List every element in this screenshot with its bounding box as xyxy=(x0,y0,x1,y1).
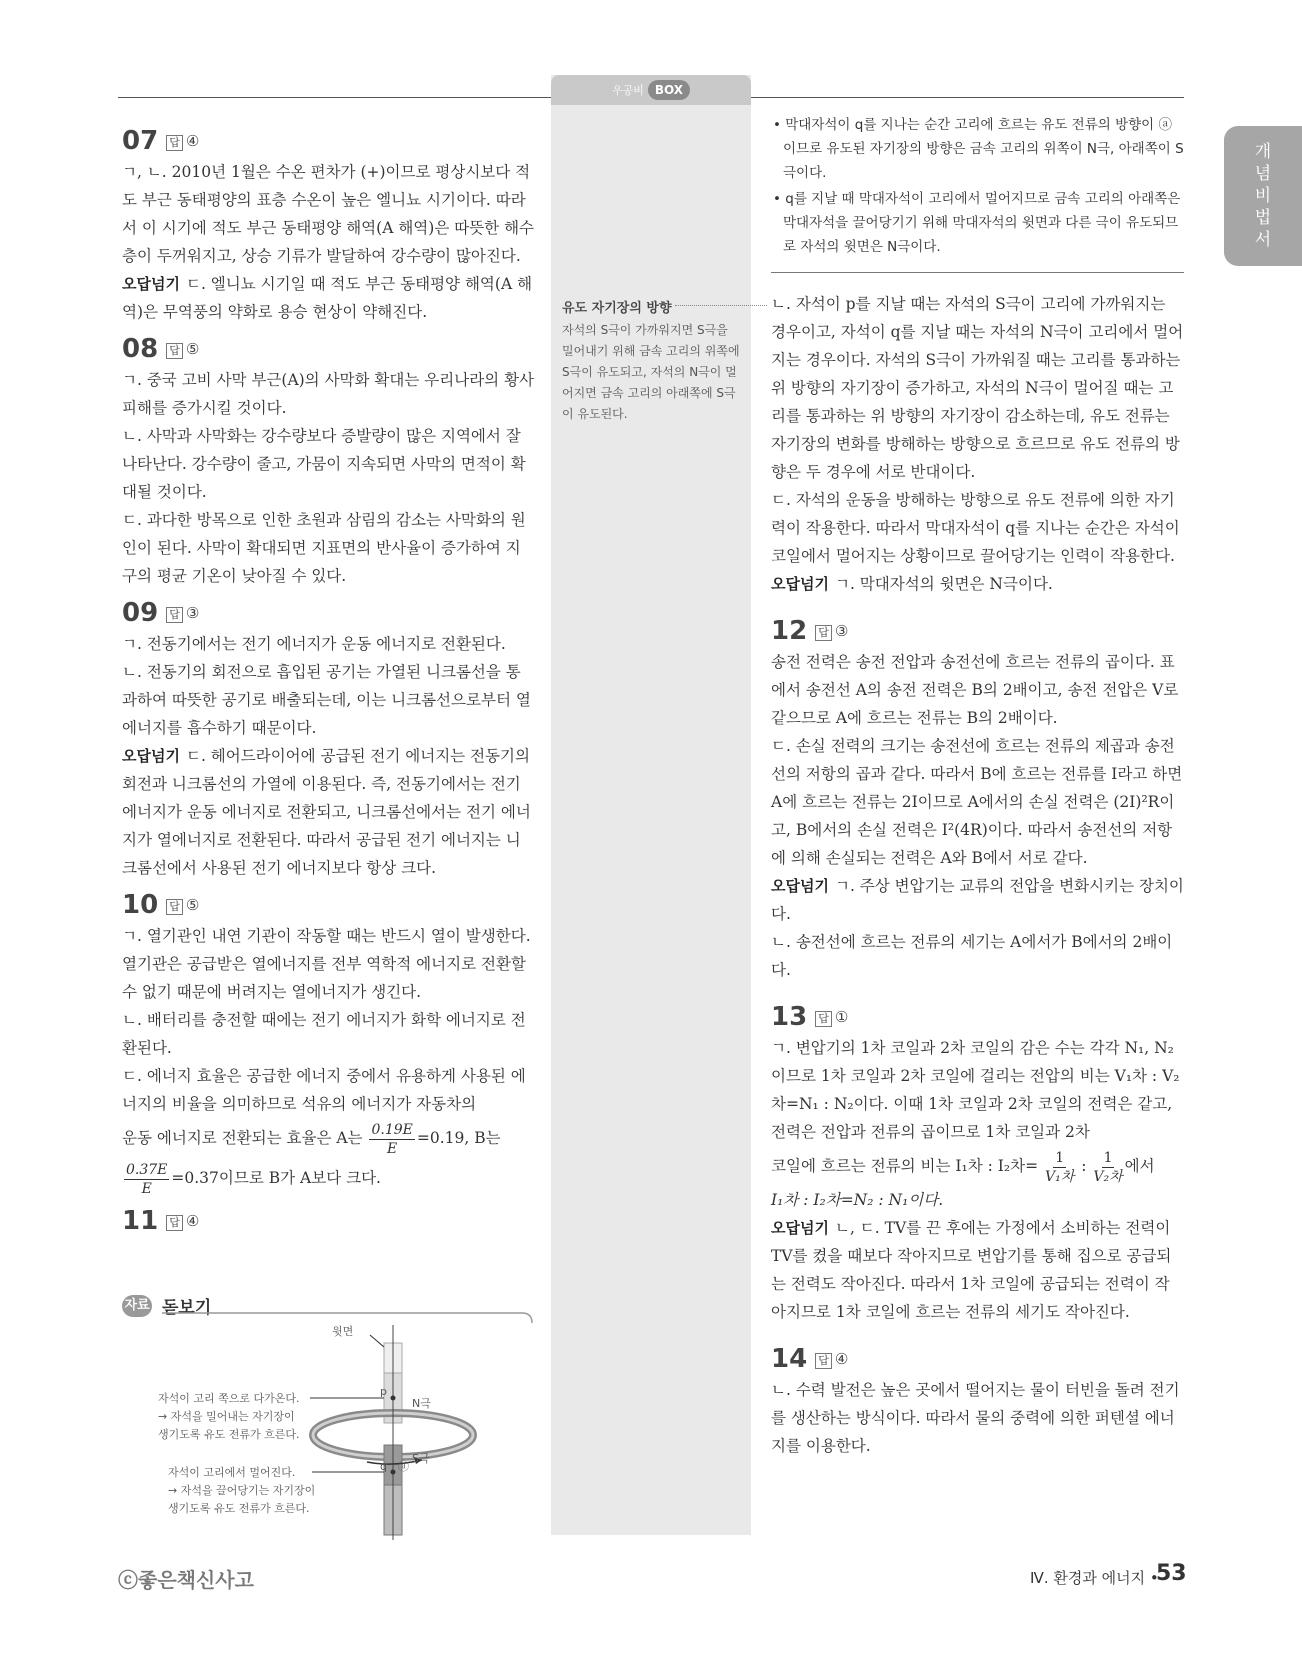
paragraph xyxy=(122,1118,534,1158)
paragraph: ㄷ. 자석의 운동을 방해하는 방향으로 유도 전류에 의한 자기력이 작용한다. 따라서 막대자석이 q를 지나는 순간은 자석이 코일에서 멀어지는 상황이므로 끌어당기는 인력이 작용한다. xyxy=(771,491,1180,565)
paragraph: ㄷ. 손실 전력의 크기는 송전선에 흐르는 전류의 제곱과 송전선의 저항의 곱과 같다. 따라서 B에 흐르는 전류를 I라고 하면 A에 흐르는 전류는 2I이므로 A에서의 손실 전력은 (2I)²R이고, B에서의 손실 전력은 I²(4R)이다. 따라서 송전선의 저항에 의해 손실되는 전력은 A와 B에서 서로 같다. xyxy=(771,737,1183,867)
answer-value: ③ xyxy=(185,604,200,622)
answer xyxy=(815,617,848,645)
figure-title: 돋보기 xyxy=(162,1298,212,1318)
label-top: 윗면 xyxy=(332,1325,354,1338)
label-s-pole: S극 xyxy=(412,1452,430,1465)
paragraph xyxy=(122,270,534,326)
question-number: 12 xyxy=(771,616,808,646)
answer-value: ⑤ xyxy=(185,340,200,358)
paragraph xyxy=(771,1214,1184,1326)
question-header xyxy=(771,614,1184,648)
box-badge: BOX xyxy=(648,80,690,100)
leader-dotted-line xyxy=(675,305,767,306)
paragraph: ㄷ. 과다한 방목으로 인한 초원과 삼림의 감소는 사막화의 원인이 된다. 사막이 확대되면 지표면의 반사율이 증가하여 지구의 평균 기온이 낮아질 수 있다. xyxy=(122,511,526,585)
answer-mark: 답 xyxy=(166,899,183,915)
box-bullets xyxy=(771,113,1184,261)
paragraph-text: 에서 xyxy=(1124,1157,1155,1175)
footer-section xyxy=(1030,1567,1159,1588)
fraction-numerator: 1 xyxy=(1103,1149,1113,1166)
wrong-answer-label: 오답넘기 xyxy=(771,1219,829,1237)
paragraph: ㄱ. 전동기에서는 전기 에너지가 운동 에너지로 전환된다. xyxy=(122,635,506,653)
paragraph xyxy=(122,1158,534,1198)
answer xyxy=(166,335,199,363)
paragraph: ㄷ. 에너지 효율은 공급한 에너지 중에서 유용하게 사용된 에너지의 비율을 의미하므로 석유의 에너지가 자동차의 xyxy=(122,1067,526,1113)
answer-value: ④ xyxy=(834,1350,849,1368)
page-number: 53 xyxy=(1156,1561,1187,1586)
publisher-logo: ⓒ좋은책신사고 xyxy=(118,1568,254,1592)
paragraph: ㄴ. 수력 발전은 높은 곳에서 떨어지는 물이 터빈을 돌려 전기를 생산하는 방식이다. 따라서 물의 중력에 의한 퍼텐셜 에너지를 이용한다. xyxy=(771,1381,1180,1455)
paragraph: ㄱ, ㄴ. 2010년 1월은 수온 편차가 (+)이므로 평상시보다 적도 부근 동태평양의 표층 수온이 높은 엘니뇨 시기이다. 따라서 이 시기에 적도 부근 동태평양 해역(A 해역)은 따뜻한 해수층이 두꺼워지고, 상승 기류가 발달하여 강수량이 많아진다. xyxy=(122,163,535,265)
answer-mark: 답 xyxy=(815,1353,832,1369)
left-column xyxy=(122,118,534,1238)
caption-approach-3: 생기도록 유도 전류가 흐른다. xyxy=(158,1428,300,1441)
answer-value: ④ xyxy=(185,132,200,150)
wrong-answer-label: 오답넘기 xyxy=(122,747,180,765)
fraction-separator: : xyxy=(1081,1157,1087,1175)
paragraph-text: ㄴ, ㄷ. TV를 끈 후에는 가정에서 소비하는 전력이 TV를 켰을 때보다 작아지므로 변압기를 통해 집으로 공급되는 전력도 작아진다. 따라서 1차 코일에 공급되는 전력이 작아지므로 1차 코일에 흐르는 전류의 세기도 작아진다. xyxy=(771,1219,1172,1321)
paragraph xyxy=(122,742,534,882)
answer-mark: 답 xyxy=(166,607,183,623)
answer xyxy=(166,127,199,155)
wrong-answer-label: 오답넘기 xyxy=(122,275,180,293)
caption-recede-3: 생기도록 유도 전류가 흐른다. xyxy=(168,1502,310,1515)
paragraph: ㄱ. 변압기의 1차 코일과 2차 코일의 감은 수는 각각 N₁, N₂이므로 1차 코일과 2차 코일에 걸리는 전압의 비는 V₁차 : V₂차=N₁ : N₂이다. 이때 1차 코일과 2차 코일의 전력은 같고, 전력은 전압과 전류의 곱이므로 1차 코일과 2차 xyxy=(771,1039,1180,1141)
fraction xyxy=(1093,1149,1122,1186)
wrong-answer-label: 오답넘기 xyxy=(771,877,829,895)
fraction-denominator: V₁차 xyxy=(1045,1168,1075,1185)
bullet-item: • 막대자석이 q를 지나는 순간 고리에 흐르는 유도 전류의 방향이 ⓐ이므로 유도된 자기장의 방향은 금속 고리의 위쪽이 N극, 아래쪽이 S극이다. xyxy=(773,117,1184,181)
bullet-item: • q를 지날 때 막대자석이 고리에서 멀어지므로 금속 고리의 아래쪽은 막대자석을 끌어당기기 위해 막대자석의 윗면과 다른 극이 유도되므로 자석의 윗면은 N극이다. xyxy=(773,191,1181,255)
fraction xyxy=(1045,1149,1074,1186)
label-p: p xyxy=(380,1385,387,1398)
paragraph: ㄴ. 자석이 p를 지날 때는 자석의 S극이 고리에 가까워지는 경우이고, 자석이 q를 지날 때는 자석의 N극이 고리에서 멀어지는 경우이다. 자석의 S극이 가까워질 때는 고리를 통과하는 위 방향의 자기장이 증가하고, 자석의 N극이 멀어질 때는 고리를 통과하는 위 방향의 자기장이 감소하는데, 유도 전류는 자기장의 변화를 방해하는 방향으로 흐르므로 유도 전류의 방향은 두 경우에 서로 반대이다. xyxy=(771,295,1184,481)
caption-recede-2: → 자석을 끌어당기는 자기장이 xyxy=(168,1484,316,1497)
footer-section-text: Ⅳ. 환경과 에너지 xyxy=(1030,1569,1146,1587)
caption-approach-2: → 자석을 밀어내는 자기장이 xyxy=(158,1410,295,1423)
footer-dot: • xyxy=(1149,1569,1159,1587)
paragraph-text: 운동 에너지로 전환되는 효율은 A는 xyxy=(122,1129,363,1147)
label-n-pole: N극 xyxy=(412,1397,431,1410)
caption-approach-1: 자석이 고리 쪽으로 다가온다. xyxy=(158,1392,300,1405)
bullet-rule xyxy=(771,272,1184,273)
margin-note-title: 유도 자기장의 방향 xyxy=(562,301,672,316)
answer-mark: 답 xyxy=(166,343,183,359)
answer-mark: 답 xyxy=(166,135,183,151)
margin-note-body: 자석의 S극이 가까워지면 S극을 밀어내기 위해 금속 고리의 위쪽에 S극이 유도되고, 자석의 N극이 멀어지면 금속 고리의 아래쪽에 S극이 유도된다. xyxy=(562,323,740,421)
question-header xyxy=(122,1204,534,1238)
margin-note xyxy=(562,297,742,425)
bullet-text: q를 지날 때 막대자석이 고리에서 멀어지므로 금속 고리의 아래쪽은 막대자석을 끌어당기기 위해 막대자석의 윗면과 다른 극이 유도되므로 자석의 윗면은 N극이다. xyxy=(783,191,1181,255)
paragraph xyxy=(771,1146,1184,1186)
fraction-denominator: E xyxy=(387,1140,398,1157)
right-column xyxy=(771,290,1184,1460)
paragraph: ㄴ. 사막과 사막화는 강수량보다 증발량이 많은 지역에서 잘 나타난다. 강수량이 줄고, 가뭄이 지속되면 사막의 면적이 확대될 것이다. xyxy=(122,427,526,501)
question-number: 11 xyxy=(122,1206,159,1236)
question-header xyxy=(771,1342,1184,1376)
paragraph: ㄴ. 송전선에 흐르는 전류의 세기는 A에서가 B에서의 2배이다. xyxy=(771,933,1173,979)
paragraph-text: ㄷ. 헤어드라이어에 공급된 전기 에너지는 전동기의 회전과 니크롬선의 가열에 이용된다. 즉, 전동기에서는 전기 에너지가 운동 에너지로 전환되고, 니크롬선에서는 전기 에너지가 열에너지로 전환된다. 따라서 공급된 전기 에너지는 니크롬선에서 사용된 전기 에너지보다 항상 크다. xyxy=(122,747,531,877)
answer xyxy=(815,1003,848,1031)
paragraph xyxy=(771,570,1184,598)
side-tab-char: 비 xyxy=(1254,186,1272,206)
paragraph: ㄱ. 열기관인 내연 기관이 작동할 때는 반드시 열이 발생한다. 열기관은 공급받은 열에너지를 전부 역학적 에너지로 전환할 수 없기 때문에 버려지는 열에너지가 생긴다. xyxy=(122,927,531,1001)
fraction-numerator: 1 xyxy=(1055,1149,1065,1166)
question-number: 09 xyxy=(122,598,159,628)
paragraph-text: ㄱ. 막대자석의 윗면은 N극이다. xyxy=(834,575,1053,593)
answer xyxy=(166,891,199,919)
label-q: q xyxy=(380,1460,387,1473)
answer-value: ① xyxy=(834,1008,849,1026)
box-prefix: 우공비 xyxy=(611,84,644,97)
paragraph: ㄴ. 배터리를 충전할 때에는 전기 에너지가 화학 에너지로 전환된다. xyxy=(122,1011,526,1057)
fraction xyxy=(124,1161,169,1198)
side-tab-char: 서 xyxy=(1254,230,1272,250)
paragraph: ㄴ. 전동기의 회전으로 흡입된 공기는 가열된 니크롬선을 통과하여 따뜻한 공기로 배출되는데, 이는 니크롬선으로부터 열에너지를 흡수하기 때문이다. xyxy=(122,663,531,737)
fraction-denominator: E xyxy=(141,1180,152,1197)
paragraph-text: ㄱ. 주상 변압기는 교류의 전압을 변화시키는 장치이다. xyxy=(771,877,1184,923)
question-header xyxy=(122,332,534,366)
question-number: 14 xyxy=(771,1344,808,1374)
figure-badge: 자료 xyxy=(122,1295,152,1317)
question-header xyxy=(122,124,534,158)
figure-diagram xyxy=(122,1295,534,1540)
question-number: 13 xyxy=(771,1002,808,1032)
fraction xyxy=(369,1121,414,1158)
answer xyxy=(166,1207,199,1235)
answer xyxy=(815,1345,848,1373)
answer xyxy=(166,599,199,627)
box-header xyxy=(551,75,751,105)
question-number: 10 xyxy=(122,890,159,920)
side-tab-char: 념 xyxy=(1254,164,1272,184)
bullet-text: 막대자석이 q를 지나는 순간 고리에 흐르는 유도 전류의 방향이 ⓐ이므로 유도된 자기장의 방향은 금속 고리의 위쪽이 N극, 아래쪽이 S극이다. xyxy=(783,117,1184,181)
answer-mark: 답 xyxy=(815,625,832,641)
box-column xyxy=(551,75,751,1535)
paragraph-text: =0.19, B는 xyxy=(416,1129,501,1147)
fraction-numerator: 0.19E xyxy=(371,1121,413,1138)
question-number: 08 xyxy=(122,334,159,364)
question-number: 07 xyxy=(122,126,159,156)
side-tab-char: 법 xyxy=(1254,208,1272,228)
paragraph-text: 코일에 흐르는 전류의 비는 I₁차 : I₂차= xyxy=(771,1157,1039,1175)
paragraph-text: ㄷ. 엘니뇨 시기일 때 적도 부근 동태평양 해역(A 해역)은 무역풍의 약화로 용승 현상이 약해진다. xyxy=(122,275,533,321)
answer-mark: 답 xyxy=(166,1215,183,1231)
paragraph xyxy=(771,872,1184,928)
magnet-ring-figure xyxy=(122,1295,534,1540)
label-a: ⓐ xyxy=(398,1460,409,1473)
fraction-numerator: 0.37E xyxy=(126,1161,168,1178)
question-header xyxy=(122,596,534,630)
question-header xyxy=(771,1000,1184,1034)
paragraph: ㄱ. 중국 고비 사막 부근(A)의 사막화 확대는 우리나라의 황사 피해를 증가시킬 것이다. xyxy=(122,371,535,417)
answer-value: ⑤ xyxy=(185,896,200,914)
paragraph: 송전 전력은 송전 전압과 송전선에 흐르는 전류의 곱이다. 표에서 송전선 A의 송전 전력은 B의 2배이고, 송전 전압은 V로 같으므로 A에 흐르는 전류는 B의 2배이다. xyxy=(771,653,1179,727)
paragraph: I₁차 : I₂차=N₂ : N₁이다. xyxy=(771,1191,944,1209)
answer-value: ④ xyxy=(185,1212,200,1230)
question-header xyxy=(122,888,534,922)
side-tab-char: 개 xyxy=(1254,142,1272,162)
caption-recede-1: 자석이 고리에서 멀어진다. xyxy=(168,1466,296,1479)
paragraph-text: =0.37이므로 B가 A보다 크다. xyxy=(171,1169,381,1187)
answer-value: ③ xyxy=(834,622,849,640)
answer-mark: 답 xyxy=(815,1011,832,1027)
side-tab[interactable] xyxy=(1224,126,1302,266)
wrong-answer-label: 오답넘기 xyxy=(771,575,829,593)
fraction-denominator: V₂차 xyxy=(1093,1168,1123,1185)
